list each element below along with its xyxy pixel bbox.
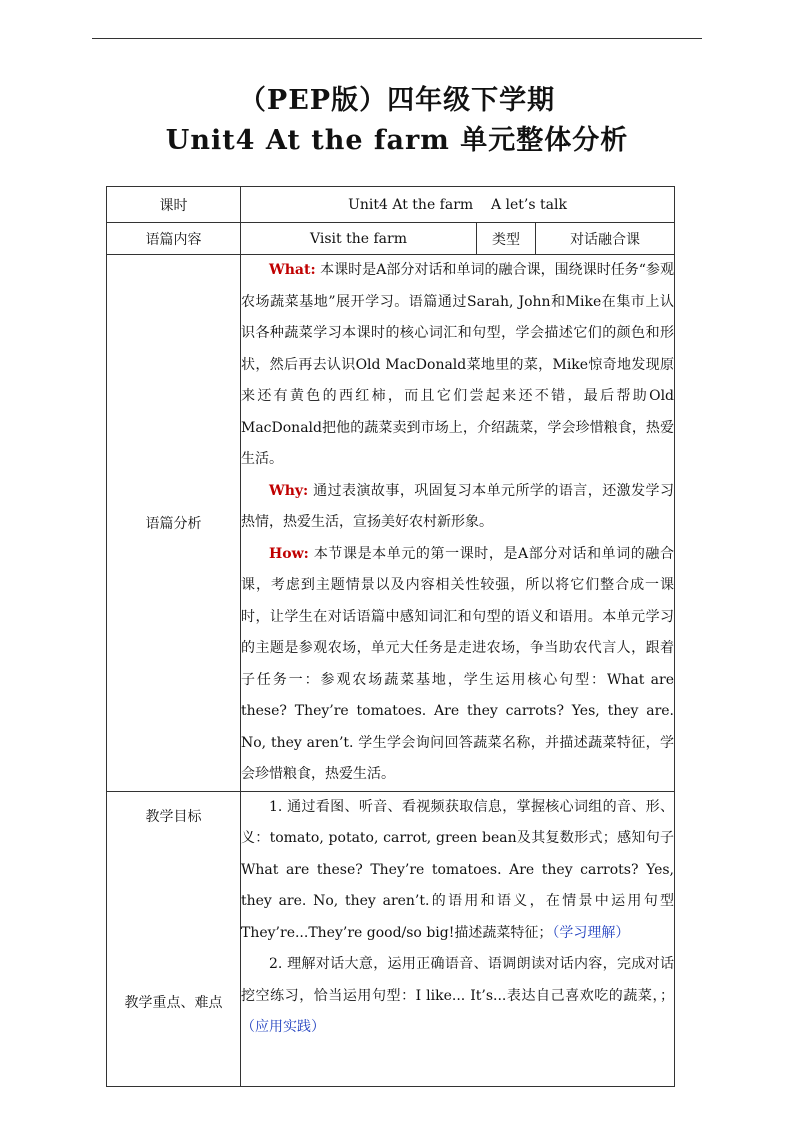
type-value: 对话融合课 (536, 223, 675, 255)
page-title-line2: Unit4 At the farm 单元整体分析 (165, 125, 629, 156)
lesson-value: Unit4 At the farm A let’s talk (241, 187, 675, 223)
why-key: Why: (269, 482, 309, 499)
lesson-label: 课时 (107, 187, 241, 223)
what-key: What: (269, 262, 316, 278)
why-text: 通过表演故事，巩固复习本单元所学的语言，还激发学习热情，热爱生活，宣扬美好农村新形象。 (241, 482, 675, 530)
content-value: Visit the farm (241, 223, 477, 255)
row-content (107, 223, 675, 255)
how-key: How: (269, 545, 309, 562)
page-title-line1: （PEP版）四年级下学期 (238, 85, 556, 116)
goals-label: 教学目标 (145, 808, 202, 825)
goal-item-2-tag: （应用实践） (241, 1019, 325, 1035)
goal-item-2 (241, 949, 674, 1044)
what-text: 本课时是A部分对话和单词的融合课，围绕课时任务“参观农场蔬菜基地”展开学习。语篇通过Sarah, John和Mike在集市上认识各种蔬菜学习本课时的核心词汇和句型，学会描述它们的颜色和形状，然后再去认识Old MacDonald菜地里的菜，Mike惊奇地发现原来还有黄色的西红柿，而且它们尝起来还不错，最后帮助Old MacDonald把他的蔬菜卖到市场上，介绍蔬菜，学会珍惜粮食，热爱生活。 (241, 262, 675, 467)
goal-item-1 (241, 792, 674, 950)
type-label: 类型 (477, 223, 536, 255)
row-goals (107, 791, 675, 1086)
row-analysis (107, 255, 675, 792)
focus-label: 教学重点、难点 (124, 994, 223, 1011)
goal-item-2-text: 2. 理解对话大意，运用正确语音、语调朗读对话内容，完成对话挖空练习，恰当运用句型：I like... It’s...表达自己喜欢吃的蔬菜，； (241, 956, 675, 1004)
analysis-label: 语篇分析 (107, 255, 241, 792)
goal-item-1-tag: （学习理解） (552, 924, 630, 941)
goal-item-1-text: 1. 通过看图、听音、看视频获取信息，掌握核心词组的音、形、义：tomato, potato, carrot, green bean及其复数形式；感知句子 What are these? They’re tomatoes. Are they carrots? Yes, they are. No, they aren’t.的语用和语义，在情景中运用句型They’re...They’re good/so big!描述蔬菜特征； (241, 798, 675, 941)
header-rule (92, 38, 702, 39)
row-lesson (107, 187, 675, 223)
goals-label-cell (107, 791, 241, 1086)
content-label: 语篇内容 (107, 223, 241, 255)
how-paragraph (241, 539, 674, 791)
goals-content (241, 791, 675, 1086)
analysis-table (106, 186, 675, 1087)
analysis-content (241, 255, 675, 792)
what-paragraph (241, 255, 674, 476)
how-text: 本节课是本单元的第一课时，是A部分对话和单词的融合课，考虑到主题情景以及内容相关性较强，所以将它们整合成一课时，让学生在对话语篇中感知词汇和句型的语义和语用。本单元学习的主题是参观农场，单元大任务是走进农场，争当助农代言人，跟着子任务一：参观农场蔬菜基地，学生运用核心句型：What are these? They’re tomatoes. Are they carrots? Yes, they are. No, they aren’t. 学生学会询问回答蔬菜名称，并描述蔬菜特征，学会珍惜粮食，热爱生活。 (241, 545, 675, 782)
why-paragraph (241, 476, 674, 539)
